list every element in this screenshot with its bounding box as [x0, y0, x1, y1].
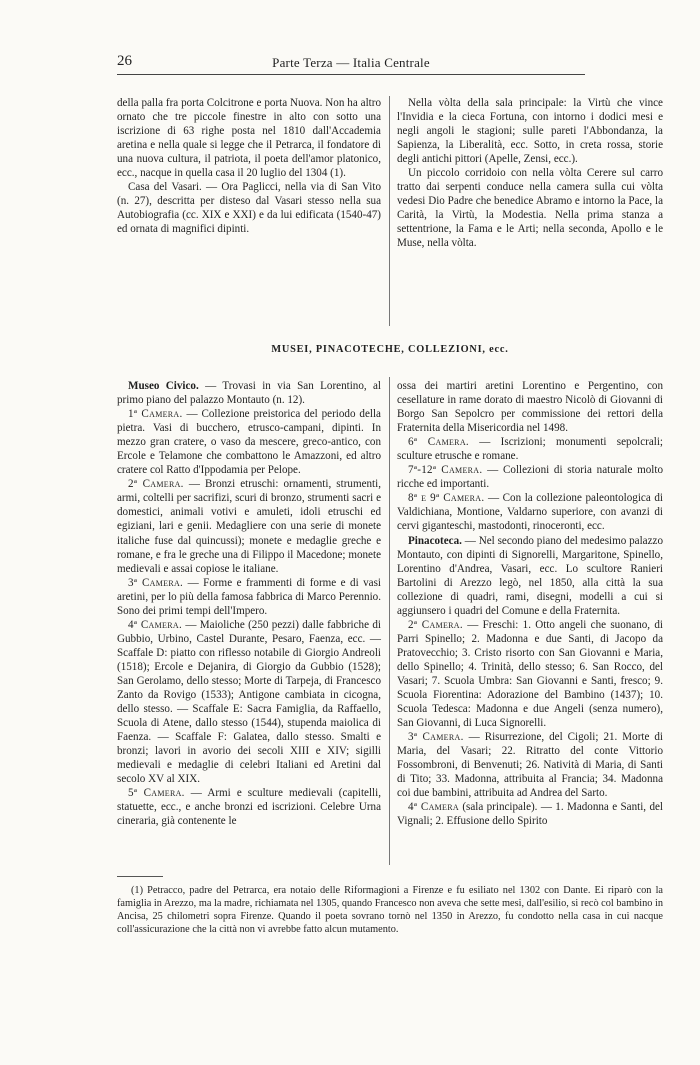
- camera-2: [117, 477, 381, 575]
- pinacoteca-camera-3-label: 3ª Camera.: [408, 731, 464, 744]
- section-title: MUSEI, PINACOTECHE, COLLEZIONI, ecc.: [271, 344, 509, 355]
- camera-8-9: [397, 491, 663, 533]
- camera-5-text: — Armi e sculture medievali (capitelli, statuette, ecc., e anche bronzi ed iscrizioni. Celebre Urna cineraria, già contenente le: [117, 787, 381, 828]
- camera-1-text: — Collezione preistorica del periodo della pietra. Vasi di bucchero, etrusco-campani, dipinti. In mezzo gran cratere, o vaso da mescere, greco-antico, con Ercole e Telamone che combattono le Amazzoni, ed altro cratere col Ratto d'Ippodamia per Pelope.: [117, 408, 381, 477]
- top-right-column: [397, 96, 663, 251]
- camera-2-text: — Bronzi etruschi: ornamenti, strumenti, armi, coltelli per sacrifizi, scuri di bronzo, strumenti sacri e domestici, animali votivi e amuleti, idoli etruschi ed egiziani, lari e genii. Medagliere con una serie di monete italiche fuse dal quincussi); monete e medaglie greche e romane, e fra le greche una di Filippo il Macedone; monete medievali e assai copiose le italiane.: [117, 478, 381, 575]
- museo-intro: [117, 379, 381, 407]
- camera-1: [117, 407, 381, 477]
- pinacoteca-camera-3: [397, 730, 663, 800]
- urna-continuation: ossa dei martiri aretini Lorentino e Pergentino, con cesellature in rame dorato di maestro Nicolò di Giovanni di Borgo San Sepolcro per commissione dei rettori della Fraternita della Misericordia nel 1498.: [397, 380, 663, 435]
- camera-4: [117, 618, 381, 787]
- page-number: 26: [117, 53, 132, 69]
- museo-intro-text: — Trovasi in via San Lorentino, al primo piano del palazzo Montauto (n. 12).: [117, 380, 382, 407]
- camera-7-12-text: — Collezioni di storia naturale molto ricche ed importanti.: [397, 464, 663, 491]
- main-hall-paragraph: Nella vòlta della sala principale: la Virtù che vince l'Invidia e la cieca Fortuna, con intorno i dodici mesi e negli angoli le stagioni; sulle pareti l'Abbondanza, la Sapienza, la Liberalità, ecc. Sotto, in creta rossa, storie degli antichi pittori (Apelle, Zensi, ecc.).: [397, 97, 663, 166]
- camera-1-label: 1ª Camera.: [128, 408, 183, 421]
- camera-5-label: 5ª Camera.: [128, 787, 185, 800]
- camera-3: [117, 576, 381, 618]
- camera-3-label: 3ª Camera.: [128, 576, 184, 589]
- pinacoteca-text: — Nel secondo piano del medesimo palazzo Montauto, con dipinti di Signorelli, Margaritone, Spinello, Lorentino d'Andrea, Vasari, ecc. Lo scultore Ranieri Bartolini di Arezzo legò, nel 1850, alla città la sua collezione di quadri, rami, disegni, modelli a cui si aggiunsero i quadri del Comune e della Fraternita.: [397, 534, 663, 617]
- bottom-right-column: [397, 379, 663, 829]
- pinacoteca-camera-2: [397, 618, 663, 730]
- pinacoteca-camera-3-text: — Risurrezione, del Cigoli; 21. Morte di Maria, del Vasari; 22. Ritratto del conte Vittorio Fossombroni, di Benvenuti; 26. Natività di Maria, di Santi di Tito; 33. Madonna, attribuita al Francia; 34. Madonna coi due bambini, attribuita ad Andrea del Sarto.: [397, 731, 663, 800]
- camera-6-text: — Iscrizioni; monumenti sepolcrali; sculture etrusche e romane.: [397, 436, 664, 463]
- page-header: [117, 52, 585, 75]
- camera-5: [117, 786, 381, 828]
- corridor-paragraph: Un piccolo corridoio con nella vòlta Cerere sul carro tratto dai serpenti conduce nella camera sulla cui vòlta vedesi Dio Padre che benedice Abramo e intorno la Pace, la Carità, la Virtù, la Modestia. Nella prima stanza a settentrione, la Fama e le Arti; nella seconda, Apollo e le Muse, nella vòlta.: [397, 167, 663, 250]
- pinacoteca-camera-4-text: (sala principale). — 1. Madonna e Santi, del Vignali; 2. Effusione dello Spirito: [397, 801, 663, 828]
- running-head: Parte Terza — Italia Centrale: [272, 55, 430, 70]
- column-divider-top: [389, 96, 390, 326]
- camera-7-12-label: 7ª-12ª Camera.: [408, 464, 483, 477]
- museo-head: Museo Civico.: [128, 380, 199, 392]
- pinacoteca-camera-4-label: 4ª Camera: [408, 801, 459, 814]
- bottom-left-column: [117, 379, 381, 829]
- camera-2-label: 2ª Camera.: [128, 478, 184, 491]
- pinacoteca-camera-2-label: 2ª Camera.: [408, 618, 463, 631]
- pinacoteca-camera-2-text: — Freschi: 1. Otto angeli che suonano, di Parri Spinello; 2. Madonna e due Santi, di Jacopo da Pratovecchio; 3. Cristo risorto con San Giovanni e Maria, dello Spinello; 4. Trinità, dello stesso; 6. San Rocco, del Vasari; 7. Scuola Umbra: San Giovanni e Santi, fresco; 9. Scuola Fiorentina: Adorazione del Bambino (1437); 10. Scuola Tedesca: Madonna e due Angeli (senza numero), San Giovanni, di Luca Signorelli.: [397, 618, 663, 730]
- pinacoteca-head: Pinacoteca.: [408, 534, 462, 547]
- camera-6-label: 6ª Camera.: [408, 436, 469, 449]
- column-divider-bottom: [389, 377, 390, 865]
- footnote-rule: [117, 876, 163, 877]
- camera-4-label: 4ª Camera.: [128, 618, 183, 631]
- pinacoteca: [397, 534, 663, 618]
- vasari-house-paragraph: Casa del Vasari. — Ora Paglicci, nella via di San Vito (n. 27), descritta per disteso dal Vasari stesso nella sua Autobiografia (cc. XIX e XXI) e da lui edificata (1540-47) ed ornata di magnifici dipinti.: [117, 181, 381, 236]
- pinacoteca-camera-4: [397, 800, 663, 828]
- camera-4-text: — Maioliche (250 pezzi) dalle fabbriche di Gubbio, Urbino, Castel Durante, Pesaro, Faenza, ecc. — Scaffale D: piatto con riflesso notabile di Giorgio Andreoli (1518); Ercole e Dejanira, di Giorgio da Gubbio (1528); San Gerolamo, dello stesso; Morte di Tarpeja, di Francesco Zanto da Rovigo (1533); Antigone cambiata in cicogna, dello stesso. — Scaffale E: Sacra Famiglia, da Raffaello, Scuola di Atene, dallo stesso (1544), stupenda maiolica di Faenza. — Scaffale F: Galatea, dallo stesso. Smalti e bronzi; lavori in avorio dei secoli XIII e XIV; sigilli medievali e medaglie di celebri Italiani ed Aretini dal secolo XV al XIX.: [117, 618, 381, 786]
- petrarca-house-paragraph: della palla fra porta Colcitrone e porta Nuova. Non ha altro ornato che tre piccole finestre in alto con sotto una iscrizione di 63 righe posta nel 1810 dall'Accademia aretina e nella quale si legge che il Petrarca, il fondatore di una nuova cultura, il patriota, il poeta dell'amor platonico, ecc., nacque in quella casa il 20 luglio del 1304 (1).: [117, 97, 381, 180]
- camera-8-9-label: 8ª e 9ª Camera.: [408, 492, 485, 505]
- camera-8-9-text: — Con la collezione paleontologica di Valdichiana, Montione, Valdarno superiore, con avanzi di cervi giganteschi, mastodonti, rinoceronti, ecc.: [397, 492, 663, 533]
- camera-3-text: — Forme e frammenti di forme e di vasi aretini, per lo più della famosa fabbrica di Marco Perennio. Sono dei primi tempi dell'Impero.: [117, 576, 381, 617]
- footnote: (1) Petracco, padre del Petrarca, era notaio delle Riformagioni a Firenze e fu esiliato nel 1302 con Dante. Ei riparò con la famiglia in Arezzo, ma la madre, richiamata nel 1305, quando Francesco non aveva che sette mesi, dall'esilio, si recò col bambino in Ancisa, 25 chilometri sopra Firenze. Quando il poeta sovrano tornò nel 1350 in Arezzo, fu condotto nella casa in cui nacque coll'assicurazione che la città non vi avrebbe fatto alcun mutamento.: [117, 885, 663, 935]
- camera-6: [397, 435, 663, 463]
- camera-7-12: [397, 463, 663, 491]
- top-left-column: [117, 96, 381, 236]
